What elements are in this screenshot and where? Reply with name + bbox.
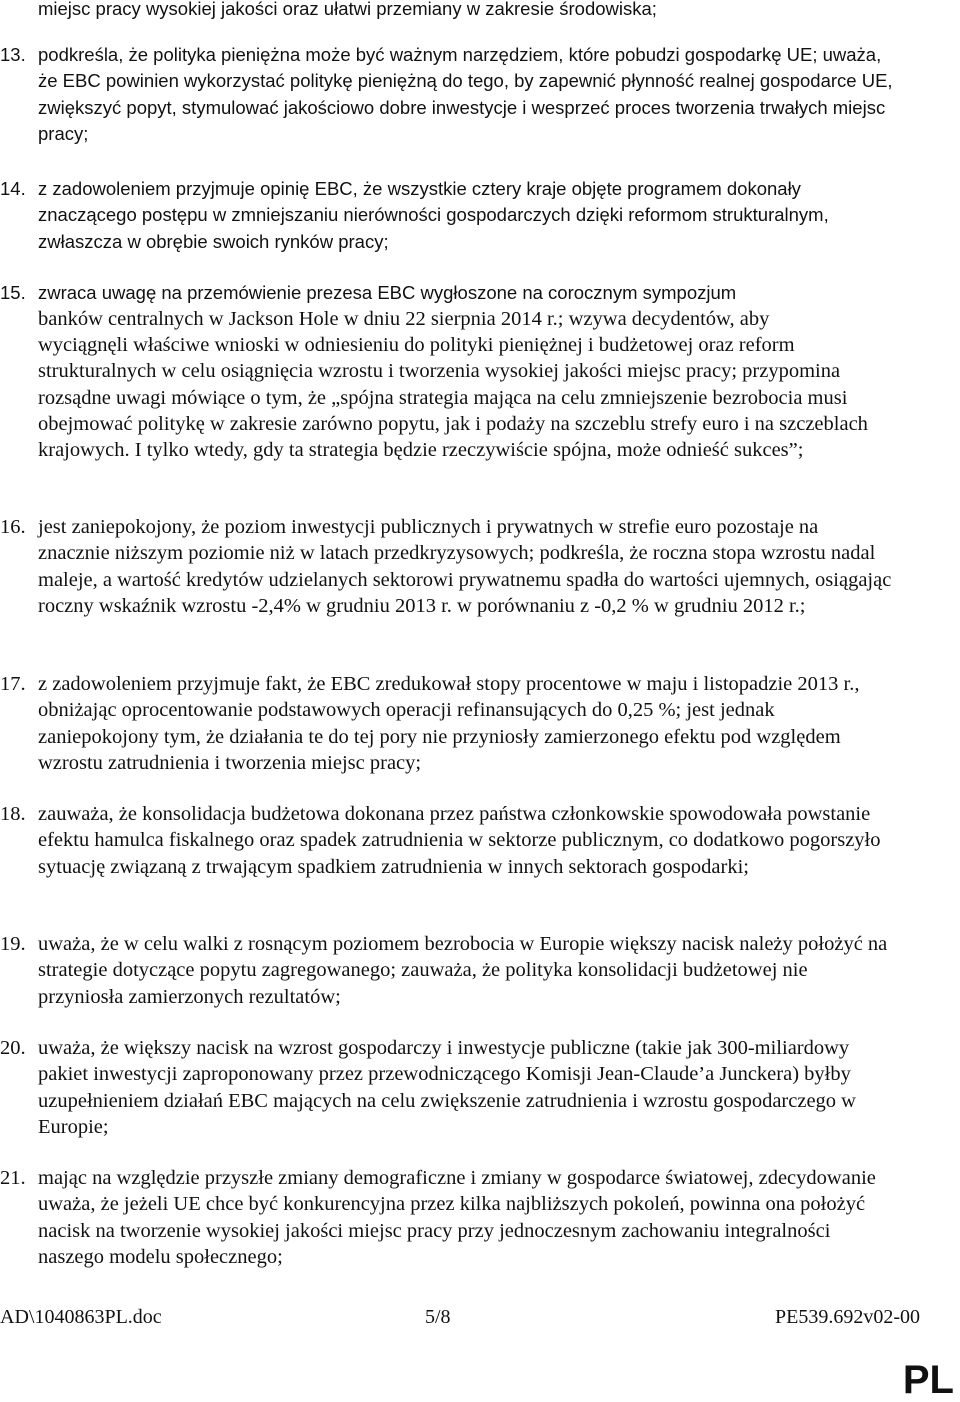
item-number: 21. [0, 1167, 26, 1189]
item-text: mając na względzie przyszłe zmiany demograficzne i zmiany w gospodarce światowej, zdecydowanie uważa, że jeżeli UE chce być konkurencyjna przez kilka najbliższych pokoleń, powinna ona położyć nacisk na tworzenie wysokiej jakości miejsc pracy przy jednoczesnym zachowaniu integralności naszego modelu społecznego; [38, 1167, 876, 1268]
item-number: 18. [0, 803, 26, 825]
footer-pe-ref: PE539.692v02-00 [775, 1306, 920, 1328]
item-number: 16. [0, 516, 26, 538]
list-item-15 [0, 280, 920, 500]
item-text: uważa, że większy nacisk na wzrost gospodarczy i inwestycje publiczne (takie jak 300-miliardowy pakiet inwestycji zaproponowany przez przewodniczącego Komisji Jean-Claude’a Junckera) byłby uzupełnieniem działań EBC mających na celu zwiększenie zatrudnienia i wzrostu gospodarczego w Europie; [38, 1037, 856, 1138]
item-text: podkreśla, że polityka pieniężna może być ważnym narzędziem, które pobudzi gospodarkę UE; uważa, że EBC powinien wykorzystać politykę pieniężną do tego, by zapewnić płynność realnej gospodarce UE, zwiększyć popyt, stymulować jakościowo dobre inwestycje i wesprzeć proces tworzenia trwałych miejsc pracy; [38, 44, 893, 144]
item-number: 13. [0, 44, 26, 65]
item-text: zauważa, że konsolidacja budżetowa dokonana przez państwa członkowskie spowodowała powstanie efektu hamulca fiskalnego oraz spadek zatrudnienia w sektorze publicznym, co dodatkowo pogorszyło sytuację związaną z trwającym spadkiem zatrudnienia w innych sektorach gospodarki; [38, 803, 881, 878]
item-text: uważa, że w celu walki z rosnącym poziomem bezrobocia w Europie większy nacisk należy położyć na strategie dotyczące popytu zagregowanego; zauważa, że polityka konsolidacji budżetowej nie przyniosła zamierzonych rezultatów; [38, 933, 888, 1008]
item-text: jest zaniepokojony, że poziom inwestycji publicznych i prywatnych w strefie euro pozostaje na znacznie niższym poziomie niż w latach przedkryzysowych; podkreśla, że roczna stopa wzrostu nadal maleje, a wartość kredytów udzielanych sektorowi prywatnemu spadła do wartości ujemnych, osiągając roczny wskaźnik wzrostu -2,4% w grudniu 2013 r. w porównaniu z -0,2 % w grudniu 2012 r.; [38, 516, 892, 617]
item-text: z zadowoleniem przyjmuje fakt, że EBC zredukował stopy procentowe w maju i listopadzie 2013 r., obniżając oprocentowanie podstawowych operacji refinansujących do 0,25 %; jest jednak zaniepokojony tym, że działania te do tej pory nie przyniosły zamierzonego efektu pod względem wzrostu zatrudnienia i tworzenia miejsc pracy; [38, 673, 860, 774]
item-text-line-1: zwraca uwagę na przemówienie prezesa EBC wygłoszone na corocznym sympozjum [38, 282, 737, 303]
footer-page-number: 5/8 [425, 1306, 451, 1328]
item-text: z zadowoleniem przyjmuje opinię EBC, że wszystkie cztery kraje objęte programem dokonały znaczącego postępu w zmniejszaniu nierówności gospodarczych dzięki reformom strukturalnym, zwłaszcza w obrębie swoich rynków pracy; [38, 178, 829, 252]
footer-doc-ref: AD\1040863PL.doc [0, 1306, 162, 1328]
item-number: 15. [0, 282, 26, 303]
item-text-line-2: banków centralnych w Jackson Hole w dniu 22 sierpnia 2014 r.; wzywa decydentów, aby [38, 308, 770, 330]
item-number: 19. [0, 933, 26, 955]
item-text-rest: wyciągnęli właściwe wnioski w odniesieniu do polityki pieniężnej i budżetowej oraz reform strukturalnych w celu osiągnięcia wzrostu i tworzenia wysokiej jakości miejsc pracy; przypomina rozsądne uwagi mówiące o tym, że „spójna strategia mająca na celu zmniejszenie bezrobocia musi obejmować politykę w zakresie zarówno popytu, jak i podaży na szczeblu strefy euro i na szczeblach krajowych. I tylko wtedy, gdy ta strategia będzie rzeczywiście spójna, może odnieść sukces”; [38, 334, 868, 462]
intro-line: miejsc pracy wysokiej jakości oraz ułatwi przemiany w zakresie środowiska; [38, 0, 657, 19]
item-number: 17. [0, 673, 26, 695]
language-badge: PL [902, 1358, 954, 1402]
item-number: 20. [0, 1037, 26, 1059]
item-number: 14. [0, 178, 26, 199]
